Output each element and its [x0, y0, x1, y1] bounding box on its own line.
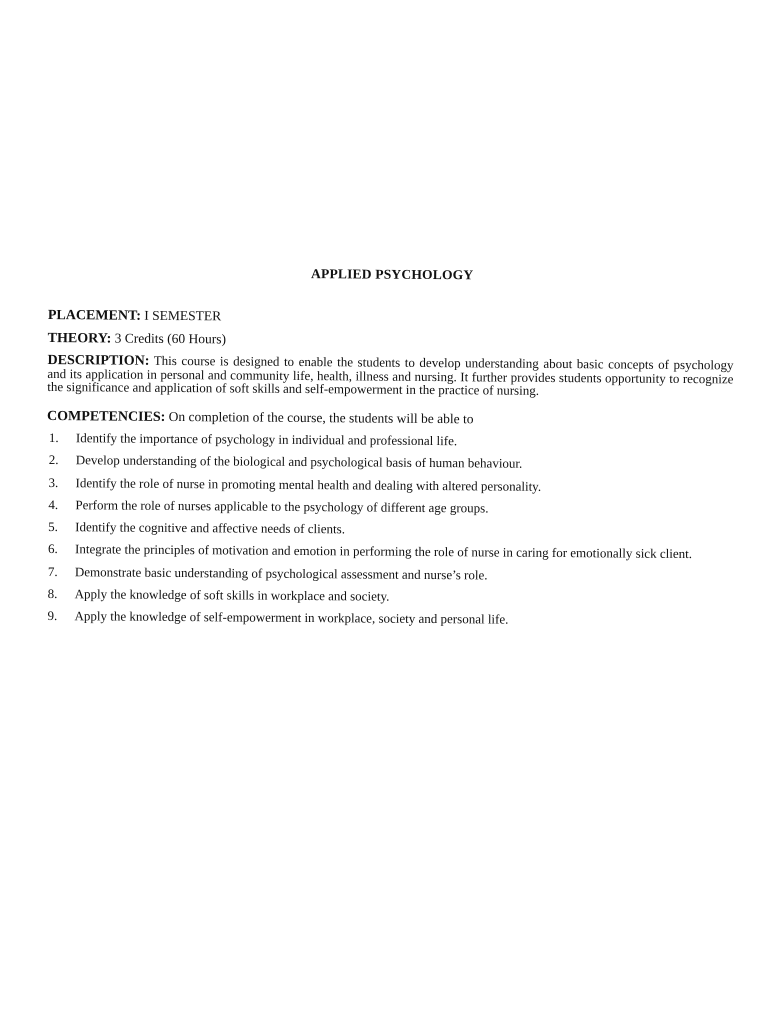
- competencies-intro: On completion of the course, the students will be able to: [168, 408, 474, 427]
- list-item-text: Identify the cognitive and affective needs of clients.: [75, 519, 346, 537]
- list-item-text: Identify the importance of psychology in individual and professional life.: [75, 430, 458, 449]
- list-item-number: 8.: [47, 586, 58, 602]
- theory-value: 3 Credits (60 Hours): [114, 330, 227, 347]
- list-item-text: Integrate the principles of motivation and emotion in performing the role of nurse in caring for emotionally sick client.: [74, 541, 693, 562]
- list-item-text: Apply the knowledge of soft skills in workplace and society.: [74, 586, 390, 604]
- competencies-label: COMPETENCIES:: [47, 408, 166, 425]
- competencies-line: [47, 408, 474, 428]
- list-item-number: 2.: [48, 452, 59, 468]
- list-item-number: 5.: [48, 519, 59, 535]
- list-item-number: 6.: [47, 541, 58, 557]
- description-paragraph: [47, 353, 733, 398]
- list-item-text: Develop understanding of the biological and psychological basis of human behaviour.: [75, 452, 523, 472]
- list-item-text: Perform the role of nurses applicable to the psychology of different age groups.: [75, 497, 489, 516]
- list-item-text: Apply the knowledge of self-empowerment in workplace, society and personal life.: [74, 608, 509, 628]
- description-label: DESCRIPTION:: [47, 352, 150, 369]
- list-item-text: Identify the role of nurse in promoting mental health and dealing with altered personality.: [75, 474, 542, 494]
- document-title: APPLIED PSYCHOLOGY: [311, 266, 474, 283]
- list-item-number: 9.: [47, 608, 58, 624]
- placement-label: PLACEMENT:: [47, 307, 142, 324]
- list-item-number: 4.: [48, 496, 59, 512]
- placement-line: [48, 307, 221, 325]
- list-item-number: 1.: [48, 430, 59, 446]
- placement-value: I SEMESTER: [144, 307, 222, 324]
- theory-label: THEORY:: [47, 330, 112, 347]
- list-item-number: 7.: [47, 563, 58, 579]
- list-item-number: 3.: [48, 474, 59, 490]
- description-text: This course is designed to enable the students to develop understanding about basic concepts of psychology and its application in personal and community life, health, illness and nursing. It further provides students opportunity to recognize the significance and application of soft skills and self-empowerment in the practice of nursing.: [47, 352, 734, 398]
- list-item: [47, 608, 691, 635]
- competencies-list: [47, 430, 693, 636]
- theory-line: [48, 330, 226, 348]
- list-item-text: Demonstrate basic understanding of psychological assessment and nurse’s role.: [74, 564, 488, 583]
